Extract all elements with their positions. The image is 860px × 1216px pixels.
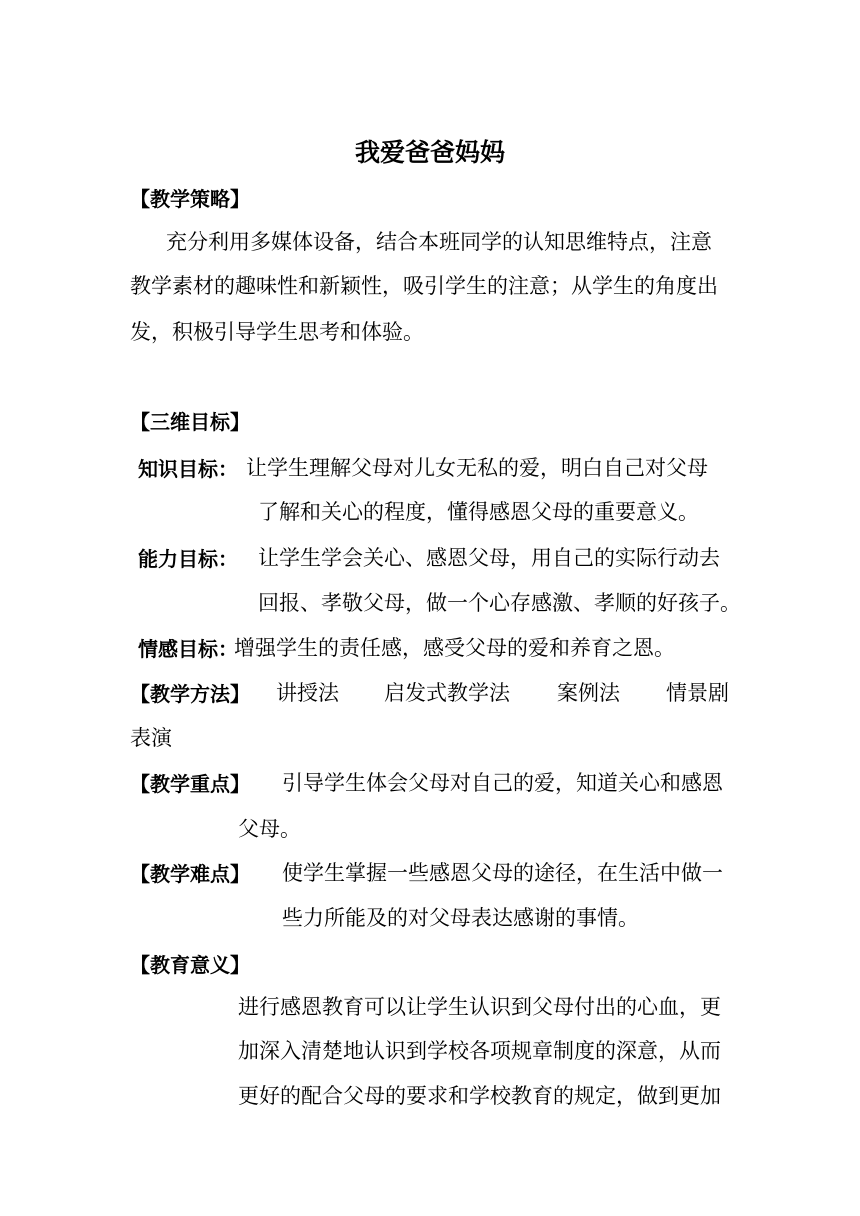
ability-goal-label: 能力目标：: [138, 547, 238, 571]
ability-goal-line: 回报、孝敬父母，做一个心存感激、孝顺的好孩子。: [258, 591, 741, 615]
strategy-line: 充分利用多媒体设备，结合本班同学的认知思维特点，注意: [166, 230, 712, 254]
difficulty-heading: 【教学难点】: [130, 862, 250, 886]
significance-line: 进行感恩教育可以让学生认识到父母付出的心血，更: [238, 995, 721, 1019]
knowledge-goal-line: 让学生理解父母对儿女无私的爱，明白自己对父母: [246, 456, 708, 480]
strategy-line: 教学素材的趣味性和新颖性，吸引学生的注意；从学生的角度出: [130, 274, 718, 298]
significance-heading: 【教育意义】: [130, 953, 250, 977]
focus-heading: 【教学重点】: [130, 772, 250, 796]
methods-heading: 【教学方法】: [130, 682, 250, 706]
focus-line: 父母。: [238, 817, 301, 841]
method-item: 情景剧: [666, 681, 729, 705]
knowledge-goal-line: 了解和关心的程度，懂得感恩父母的重要意义。: [258, 500, 699, 524]
difficulty-line: 些力所能及的对父母表达感谢的事情。: [282, 906, 639, 930]
emotion-goal-label: 情感目标：: [138, 637, 238, 661]
method-item: 讲授法: [276, 681, 339, 705]
focus-line: 引导学生体会父母对自己的爱，知道关心和感恩: [282, 771, 723, 795]
method-item: 案例法: [557, 681, 620, 705]
method-item: 启发式教学法: [384, 681, 510, 705]
significance-line: 更好的配合父母的要求和学校教育的规定，做到更加: [238, 1084, 721, 1108]
goals-heading: 【三维目标】: [130, 410, 250, 434]
document-title: 我爱爸爸妈妈: [354, 138, 505, 167]
difficulty-line: 使学生掌握一些感恩父母的途径，在生活中做一: [282, 861, 723, 885]
methods-continuation: 表演: [130, 726, 172, 750]
ability-goal-line: 让学生学会关心、感恩父母，用自己的实际行动去: [258, 546, 720, 570]
strategy-heading: 【教学策略】: [130, 187, 250, 211]
knowledge-goal-label: 知识目标：: [138, 457, 238, 481]
strategy-line: 发，积极引导学生思考和体验。: [130, 320, 424, 344]
significance-line: 加深入清楚地认识到学校各项规章制度的深意，从而: [238, 1039, 721, 1063]
emotion-goal-line: 增强学生的责任感，感受父母的爱和养育之恩。: [234, 636, 675, 660]
